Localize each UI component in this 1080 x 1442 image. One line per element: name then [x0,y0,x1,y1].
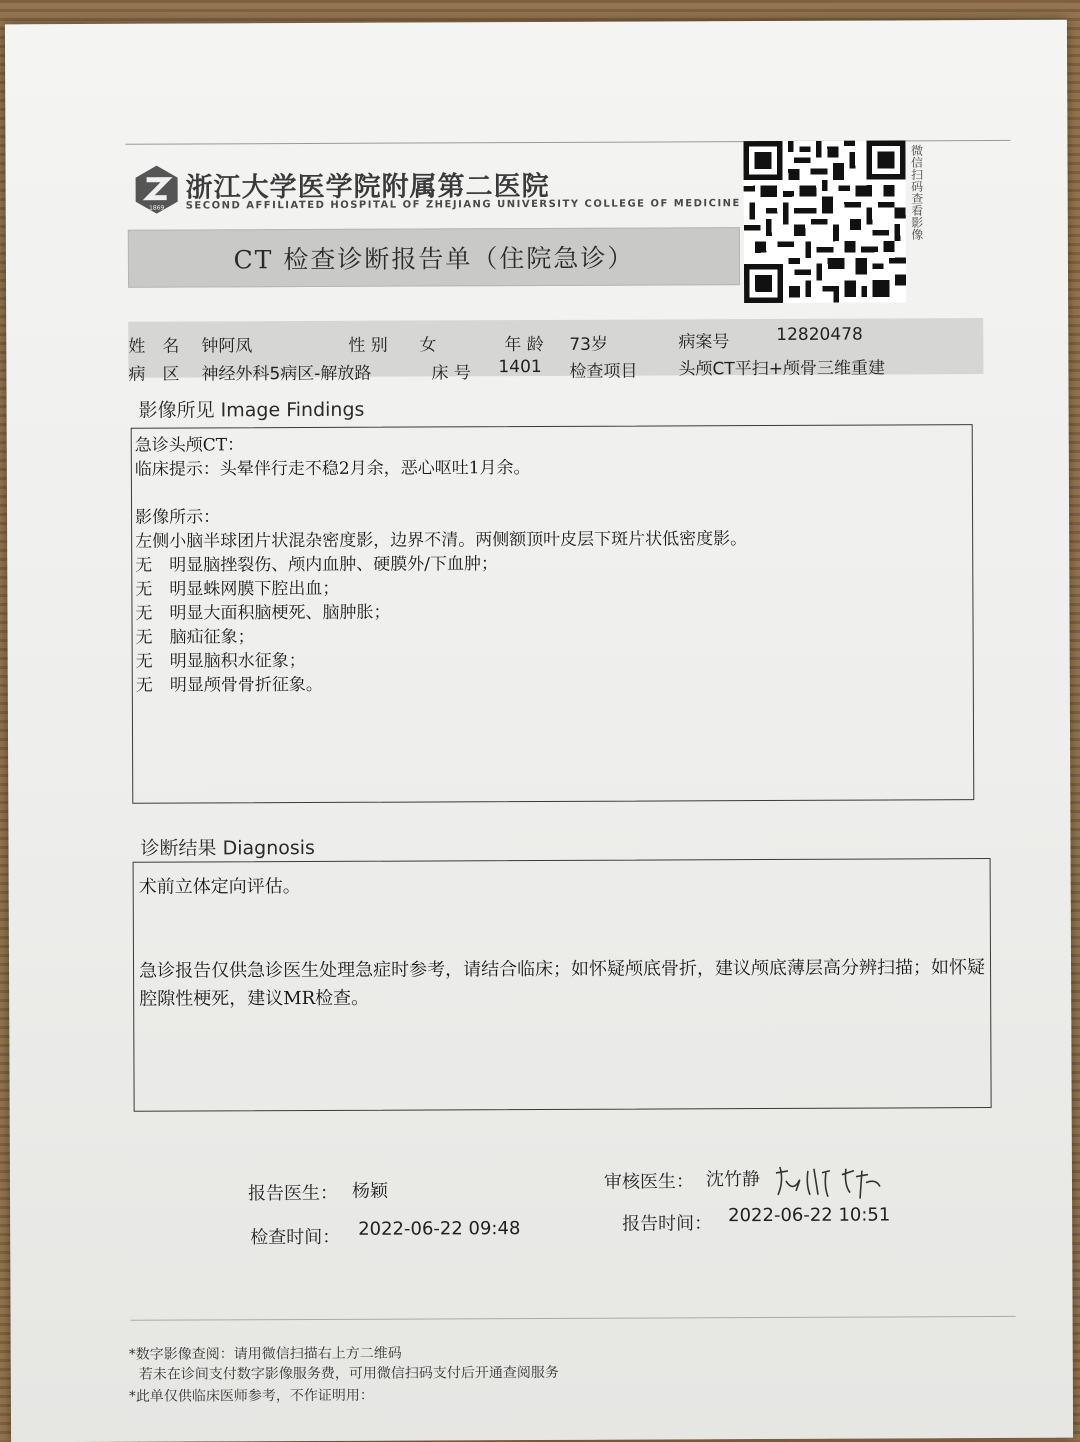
svg-text:1869: 1869 [149,204,165,212]
case-number-label: 病案号 [678,332,730,353]
bed-number: 1401 [498,356,542,378]
findings-line: 影像所示： [135,507,221,528]
findings-line: 无 明显颅骨骨折征象。 [135,674,323,696]
report-title-bar [128,227,740,288]
diagnosis-line [139,898,985,930]
footnote-disclaimer: *此单仅供临床医师参考，不作证明用： [128,1387,374,1405]
report-doctor: 杨颖 [351,1180,389,1202]
patient-name: 钟阿凤 [201,336,253,357]
findings-line: 临床提示：头晕伴行走不稳2月余，恶心呕吐1月余。 [134,458,531,480]
findings-line: 急诊头颅CT： [134,435,245,456]
findings-text [135,431,748,698]
ward: 神经外科5病区-解放路 [201,363,372,385]
diagnosis-title: 诊断结果 Diagnosis [140,836,315,860]
footnote-image-access: *数字影像查阅：请用微信扫描右上方二维码 [128,1345,402,1363]
findings-title: 影像所见 Image Findings [138,398,365,422]
patient-sex: 女 [419,335,437,356]
patient-age-label: 年 龄 [504,334,544,356]
report-doctor-label: 报告医生： [247,1182,339,1205]
handwritten-signature [770,1160,890,1205]
diagnosis-line: 急诊报告仅供急诊医生处理急症时参考，请结合临床；如怀疑颅底骨折，建议颅底薄层高分辨扫描；如怀疑腔隙性梗死，建议MR检查。 [138,957,986,1010]
exam-item-label: 检查项目 [569,361,638,382]
exam-time: 2022-06-22 09:48 [358,1218,521,1240]
patient-name-label: 姓 名 [128,336,180,357]
hospital-name-cn: 浙江大学医学院附属第二医院 [185,170,550,204]
review-doctor: 沈竹静 [705,1169,761,1191]
exam-time-label: 检查时间： [250,1226,341,1249]
hospital-name-en: SECOND AFFILIATED HOSPITAL OF ZHEJIANG UNIVERSITY COLLEGE OF MEDICINE [185,198,741,212]
bed-label: 床 号 [431,363,471,384]
patient-age: 73岁 [569,334,608,355]
diagnosis-line: 术前立体定向评估。 [138,876,301,898]
findings-line: 左侧小脑半球团片状混杂密度影，边界不清。两侧额顶叶皮层下斑片状低密度影。 [135,529,748,552]
findings-line: 无 脑疝征象； [135,627,255,648]
report-time: 2022-06-22 10:51 [728,1204,891,1227]
exam-item: 头颅CT平扫+颅骨三维重建 [678,358,885,380]
diagnosis-line [139,926,985,958]
diagnosis-text [139,870,986,1014]
findings-line: 无 明显大面积脑梗死、脑肿胀； [135,602,391,624]
hospital-logo-icon [134,164,180,216]
findings-line [135,479,747,506]
findings-line: 无 明显脑积水征象； [135,651,306,672]
findings-line: 无 明显蛛网膜下腔出血； [135,578,340,600]
patient-sex-label: 性 别 [348,335,388,356]
report-title: CT 检查诊断报告单（住院急诊） [233,243,635,275]
bottom-divider [131,1316,1016,1321]
findings-line: 无 明显脑挫裂伤、颅内血肿、硬膜外/下血肿； [135,554,499,576]
report-time-label: 报告时间： [622,1213,713,1235]
footnote-payment: 若未在诊间支付数字影像服务费，可用微信扫码支付后开通查阅服务 [138,1364,559,1383]
ward-label: 病 区 [128,364,180,385]
case-number: 12820478 [776,324,863,345]
review-doctor-label: 审核医生： [603,1171,695,1193]
qr-code-icon[interactable] [743,140,906,303]
qr-caption: 微信扫码查看影像 [909,144,924,241]
report-paper [5,20,1073,1442]
